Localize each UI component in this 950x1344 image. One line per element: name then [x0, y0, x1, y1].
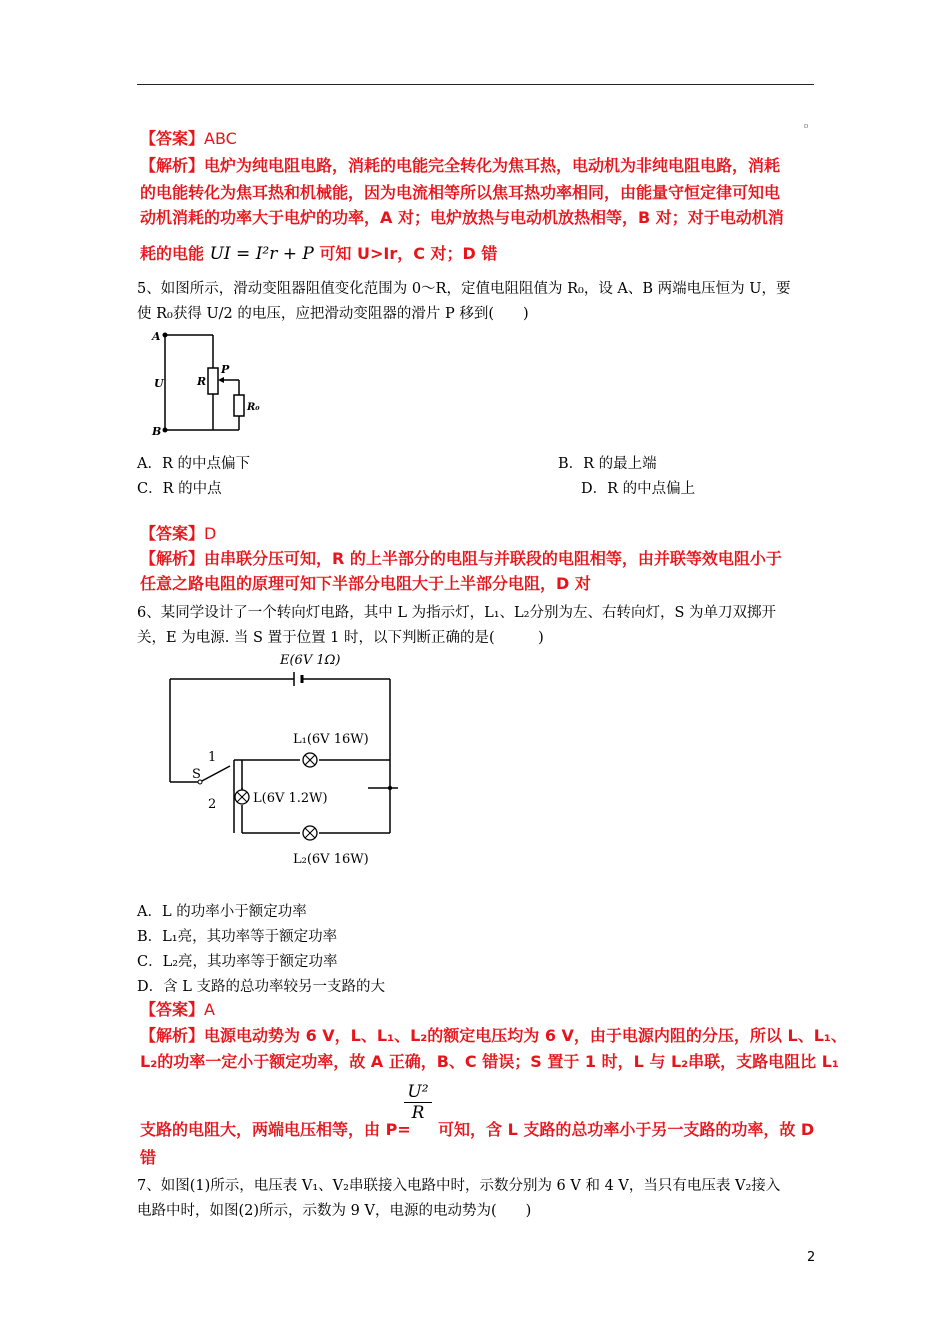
explanation-1-line-2: 的电能转化为焦耳热和机械能，因为电流相等所以焦耳热功率相同，由能量守恒定律可知电: [140, 183, 781, 202]
option-c: C．L₂亮，其功率等于额定功率: [137, 954, 338, 970]
resistor-r0-label: R₀: [247, 402, 260, 413]
fraction-numerator: U²: [404, 1082, 432, 1103]
answer-label: 【答案】: [140, 1000, 205, 1019]
battery-label: E(6V 1Ω): [280, 653, 341, 668]
formula: UI = I²r + P: [209, 244, 314, 264]
question-6-line-1: 6、某同学设计了一个转向灯电路，其中 L 为指示灯，L₁、L₂分别为左、右转向灯，S 为单刀双掷开: [137, 605, 776, 621]
explanation-1-line-3: 动机消耗的功率大于电炉的功率，A 对；电炉放热与电动机放热相等，B 对；对于电动机消: [140, 208, 784, 227]
option-b: B．L₁亮，其功率等于额定功率: [137, 929, 338, 945]
explanation-label: 【解析】: [140, 156, 205, 175]
turn-signal-circuit-figure: [160, 648, 410, 874]
explanation-text: 耗的电能: [140, 244, 205, 263]
explanation-3-line-1: [140, 1023, 847, 1046]
explanation-3-line-2: L₂的功率一定小于额定功率，故 A 正确，B、C 错误；S 置于 1 时，L 与 L₂串联，支路电阻比 L₁: [140, 1052, 839, 1071]
answer-1: [140, 126, 237, 149]
answer-label: 【答案】: [140, 129, 205, 148]
question-7-line-2: 电路中时，如图(2)所示，示数为 9 V，电源的电动势为( ): [137, 1203, 532, 1219]
answer-text: A: [204, 1000, 215, 1019]
explanation-3-line-4: 错: [140, 1148, 157, 1167]
rheostat-r-label: R: [197, 375, 207, 388]
fraction-denominator: R: [411, 1103, 425, 1123]
page-number: 2: [807, 1250, 816, 1265]
lamp-l2-label: L₂(6V 16W): [293, 852, 369, 867]
explanation-text: 可知 U>Ir，C 对；D 错: [319, 244, 498, 263]
option-d: D．R 的中点偏上: [581, 481, 696, 497]
option-a: A．L 的功率小于额定功率: [137, 904, 307, 920]
question-6-line-2: 关，E 为电源. 当 S 置于位置 1 时，以下判断正确的是( ): [137, 630, 544, 646]
explanation-label: 【解析】: [140, 1026, 205, 1045]
explanation-3-line-3: [140, 1117, 411, 1140]
terminal-a-label: A: [152, 330, 161, 343]
switch-position-1-label: 1: [208, 750, 217, 765]
option-d: D．含 L 支路的总功率较另一支路的大: [137, 979, 385, 995]
explanation-1-line-4: [140, 241, 497, 264]
question-7-line-1: 7、如图(1)所示，电压表 V₁、V₂串联接入电路中时，示数分别为 6 V 和 4 V，当只有电压表 V₂接入: [137, 1178, 781, 1194]
question-5-line-1: 5、如图所示，滑动变阻器阻值变化范围为 0～R，定值电阻阻值为 R₀，设 A、B 两端电压恒为 U，要: [137, 281, 791, 297]
explanation-1-line-1: [140, 153, 780, 176]
voltage-u-label: U: [154, 377, 164, 390]
rheostat-circuit-figure: [148, 325, 278, 440]
explanation-text: 电源电动势为 6 V，L、L₁、L₂的额定电压均为 6 V，由于电源内阻的分压，所以 L、L₁、: [204, 1026, 847, 1045]
switch-s-label: S: [192, 767, 201, 782]
corner-mark: ᴰ: [804, 124, 809, 134]
explanation-2-line-1: [140, 546, 782, 569]
explanation-3-line-3-cont: 可知，含 L 支路的总功率小于另一支路的功率，故 D: [438, 1120, 815, 1139]
explanation-text: 支路的电阻大，两端电压相等，由 P=: [140, 1120, 411, 1139]
option-b: B．R 的最上端: [558, 456, 657, 472]
answer-2: [140, 521, 216, 544]
header-rule: [137, 84, 814, 85]
lamp-l-label: L(6V 1.2W): [253, 791, 328, 806]
switch-position-2-label: 2: [208, 797, 217, 812]
question-5-line-2: 使 R₀获得 U/2 的电压，应把滑动变阻器的滑片 P 移到( ): [137, 306, 529, 322]
lamp-l1-label: L₁(6V 16W): [293, 732, 369, 747]
option-a: A．R 的中点偏下: [137, 456, 250, 472]
fraction-formula: [404, 1082, 432, 1123]
slider-p-label: P: [221, 363, 230, 376]
answer-text: D: [204, 524, 217, 543]
answer-text: ABC: [204, 129, 237, 148]
answer-label: 【答案】: [140, 524, 205, 543]
answer-3: [140, 997, 215, 1020]
explanation-text: 电炉为纯电阻电路，消耗的电能完全转化为焦耳热，电动机为非纯电阻电路，消耗: [204, 156, 781, 175]
explanation-2-line-2: 任意之路电阻的原理可知下半部分电阻大于上半部分电阻，D 对: [140, 574, 591, 593]
option-c: C．R 的中点: [137, 481, 222, 497]
terminal-b-label: B: [152, 425, 162, 438]
explanation-label: 【解析】: [140, 549, 205, 568]
explanation-text: 由串联分压可知，R 的上半部分的电阻与并联段的电阻相等，由并联等效电阻小于: [204, 549, 782, 568]
